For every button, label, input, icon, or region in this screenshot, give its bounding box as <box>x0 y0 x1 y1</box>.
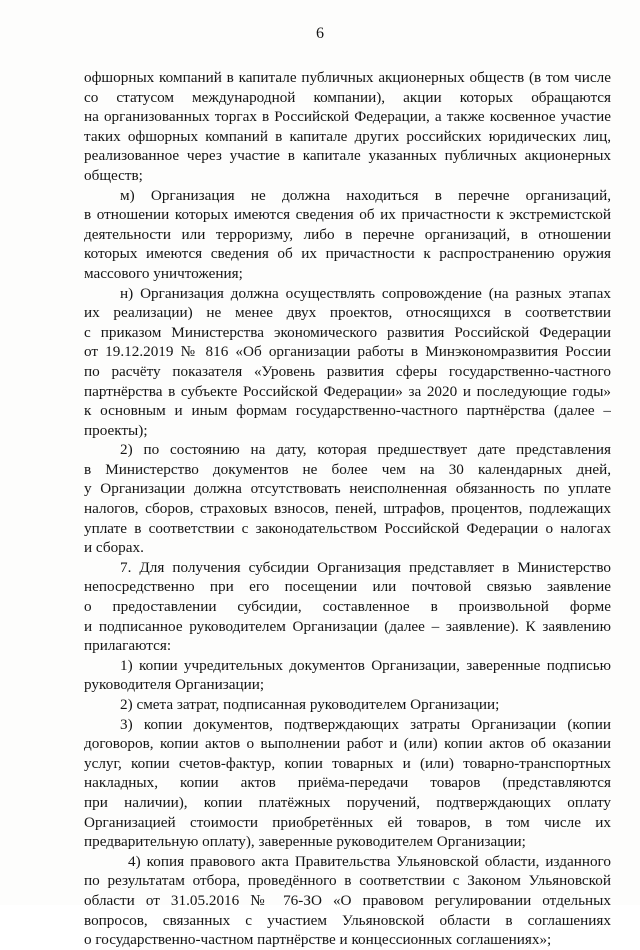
text-line: от 19.12.2019 № 816 «Об организации работы в Минэкономразвития России <box>84 343 611 361</box>
text-line: со статусом международной компании), акции которых обращаются <box>84 88 611 106</box>
text-line: проекты); <box>84 421 148 439</box>
text-line: в Министерство документов не более чем на 30 календарных дней, <box>84 460 611 478</box>
text-line: непосредственно при его посещении или почтовой связью заявление <box>84 578 611 596</box>
text-line: партнёрства в субъекте Российской Федерации» за 2020 и последующие годы» <box>84 382 611 400</box>
text-line: налогов, сборов, страховых взносов, пеней, штрафов, процентов, подлежащих <box>84 500 611 518</box>
text-line: о государственно-частном партнёрстве и концессионных соглашениях»; <box>84 931 552 949</box>
document-body <box>84 68 611 950</box>
text-line: м) Организация не должна находиться в перечне организаций, <box>120 186 611 204</box>
page-number: 6 <box>316 25 324 42</box>
text-line: прилагаются: <box>84 637 172 655</box>
text-line: 3) копии документов, подтверждающих затраты Организации (копии <box>120 715 611 733</box>
text-line: при наличии), копии платёжных поручений, подтверждающих оплату <box>84 793 611 811</box>
text-line: по расчёту показателя «Уровень развития сферы государственно-частного <box>84 362 611 380</box>
text-line: обществ; <box>84 166 143 184</box>
text-line: вопросов, связанных с участием Ульяновской области в соглашениях <box>84 911 611 929</box>
text-line: предварительную оплату), заверенные руководителем Организации; <box>84 833 526 851</box>
text-line: по результатам отбора, проведённого в соответствии с Законом Ульяновской <box>84 872 611 890</box>
text-line: 2) смета затрат, подписанная руководителем Организации; <box>120 696 500 713</box>
text-line: о предоставлении субсидии, составленное в произвольной форме <box>84 598 611 616</box>
text-line: руководителя Организации; <box>84 676 265 694</box>
text-line: реализованное через участие в капитале указанных публичных акционерных <box>84 147 611 165</box>
text-line: деятельности или терроризму, либо в перечне организаций, в отношении <box>84 225 611 243</box>
text-line: у Организации должна отсутствовать неисполненная обязанность по уплате <box>84 480 611 498</box>
text-line: договоров, копии актов о выполнении работ и (или) копии актов об оказании <box>84 735 611 753</box>
text-line: н) Организация должна осуществлять сопровождение (на разных этапах <box>120 284 611 302</box>
text-line: Организацией стоимости приобретённых ей товаров, в том числе их <box>84 813 611 831</box>
text-line: услуг, копии счетов-фактур, копии товарных и (или) товарно-транспортных <box>84 754 611 772</box>
text-line: и подписанное руководителем Организации (далее – заявление). К заявлению <box>84 617 611 635</box>
text-line: области от 31.05.2016 № 76-ЗО «О правовом регулировании отдельных <box>84 891 611 909</box>
text-line: на организованных торгах в Российской Федерации, а также косвенное участие <box>84 108 611 126</box>
text-line: 2) по состоянию на дату, которая предшествует дате представления <box>120 441 611 459</box>
text-line: уплате в соответствии с законодательством Российской Федерации о налогах <box>84 519 611 537</box>
text-line: 1) копии учредительных документов Организации, заверенные подписью <box>120 656 611 674</box>
text-line: офшорных компаний в капитале публичных акционерных обществ (в том числе <box>84 69 611 86</box>
text-line: 7. Для получения субсидии Организация представляет в Министерство <box>120 558 611 576</box>
text-line: и сборах. <box>84 539 144 557</box>
text-line: их реализации) не менее двух проектов, относящихся в соответствии <box>84 304 611 322</box>
text-line: в отношении которых имеются сведения об их причастности к экстремистской <box>84 206 611 224</box>
text-line: массового уничтожения; <box>84 264 243 282</box>
text-line: 4) копия правового акта Правительства Ульяновской области, изданного <box>128 852 611 870</box>
text-line: которых имеются сведения об их причастности к распространению оружия <box>84 245 611 263</box>
text-line: с приказом Министерства экономического развития Российской Федерации <box>84 323 611 341</box>
text-line: накладных, копии актов приёма-передачи товаров (представляются <box>84 774 611 792</box>
text-line: таких офшорных компаний в капитале других российских юридических лиц, <box>84 127 611 145</box>
text-line: к основным и иным формам государственно-частного партнёрства (далее – <box>84 402 611 420</box>
